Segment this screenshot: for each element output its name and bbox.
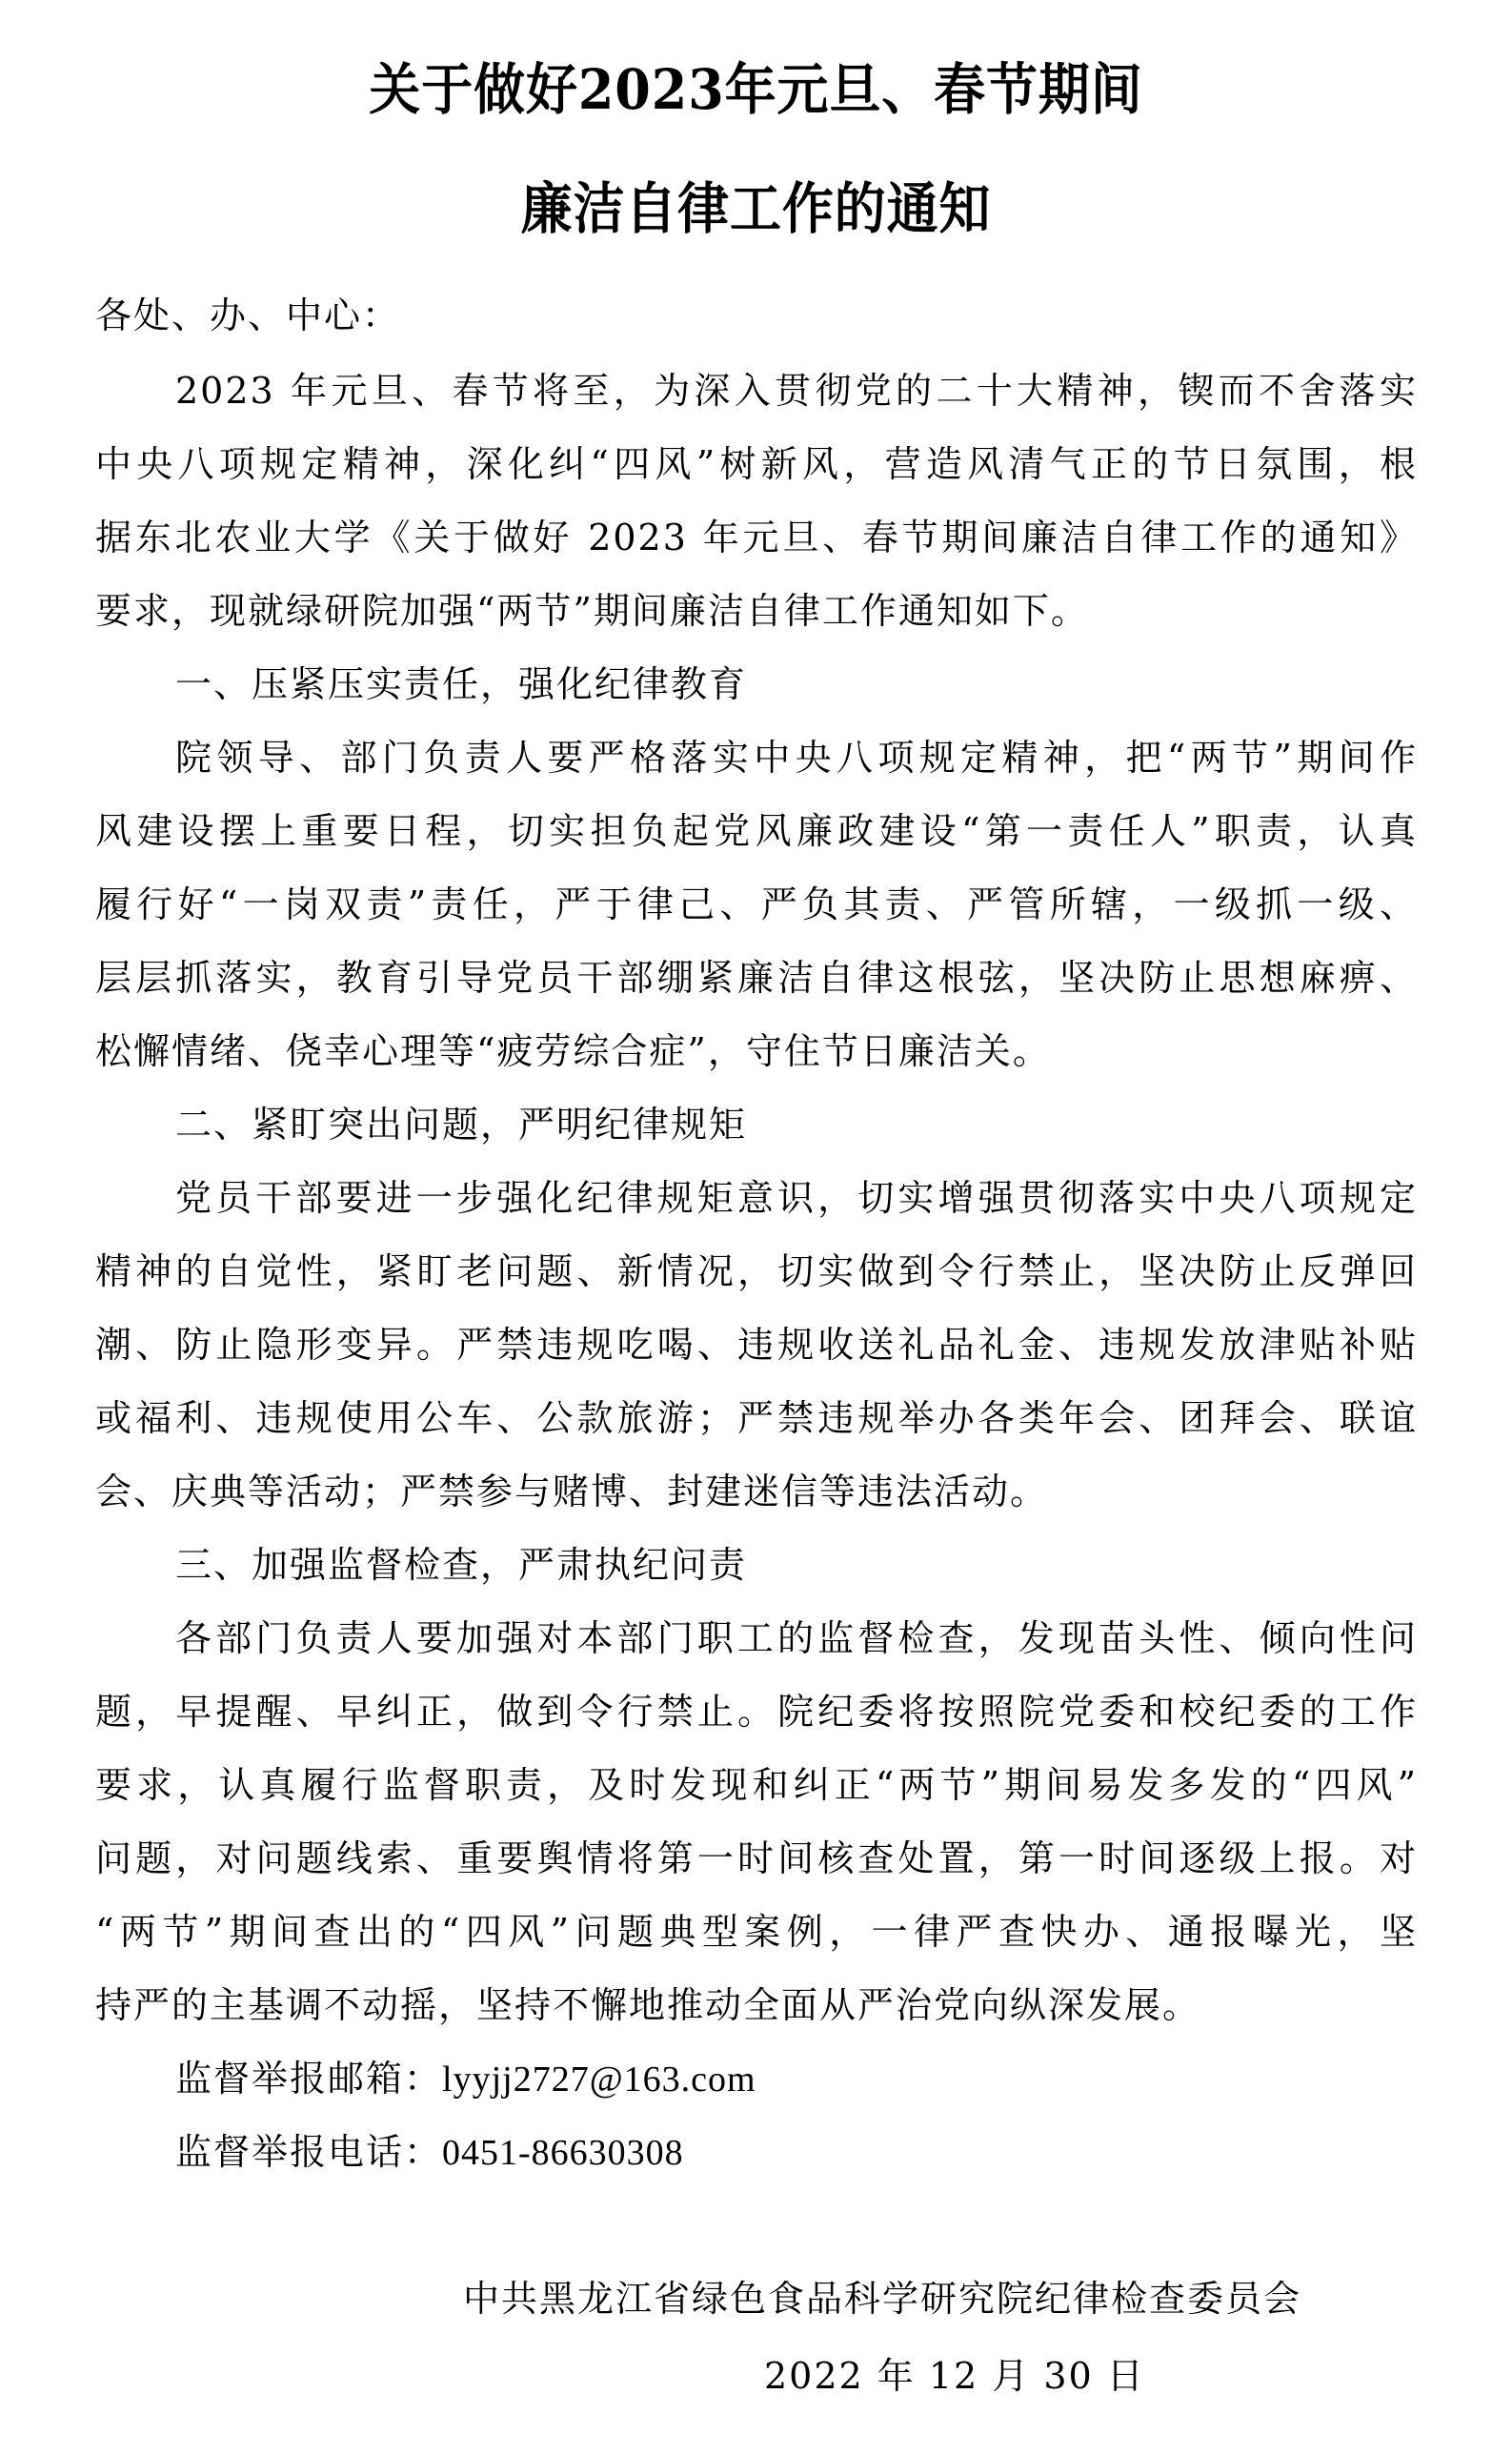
section-3-line: 题，早提醒、早纠正，做到令行禁止。院纪委将按照院党委和校纪委的工作: [95, 1691, 1418, 1733]
report-email-link[interactable]: lyyjj2727@163.com: [442, 2059, 756, 2100]
intro-line: 要求，现就绿研院加强“两节”期间廉洁自律工作通知如下。: [95, 590, 1089, 632]
section-3-line: 持严的主基调不动摇，坚持不懈地推动全面从严治党向纵深发展。: [95, 1984, 1201, 2026]
report-email-row: [175, 2050, 1418, 2107]
intro-line: 2023 年元旦、春节将至，为深入贯彻党的二十大精神，锲而不舍落实: [175, 370, 1418, 412]
title-line-2: 廉洁自律工作的通知: [520, 176, 992, 241]
section-3-line: 要求，认真履行监督职责，及时发现和纠正“两节”期间易发多发的“四风”: [95, 1764, 1418, 1806]
section-heading-1: 一、压紧压实责任，强化纪律教育: [175, 663, 748, 705]
intro-line: 据东北农业大学《关于做好 2023 年元旦、春节期间廉洁自律工作的通知》: [95, 517, 1418, 558]
section-1-line: 松懈情绪、侥幸心理等“疲劳综合症”，守住节日廉洁关。: [95, 1030, 1051, 1072]
section-1-line: 层层抓落实，教育引导党员干部绷紧廉洁自律这根弦，坚决防止思想麻痹、: [95, 957, 1418, 999]
signature-organization: 中共黑龙江省绿色食品科学研究院纪律检查委员会: [463, 2278, 1302, 2320]
section-heading-3: 三、加强监督检查，严肃执纪问责: [175, 1544, 748, 1586]
report-phone-number: 0451-86630308: [442, 2133, 684, 2173]
section-3-line: “两节”期间查出的“四风”问题典型案例，一律严查快办、通报曝光，坚: [95, 1911, 1418, 1953]
section-1-line: 院领导、部门负责人要严格落实中央八项规定精神，把“两节”期间作: [175, 737, 1418, 779]
section-1-line: 履行好“一岗双责”责任，严于律己、严负其责、严管所辖，一级抓一级、: [95, 883, 1418, 925]
report-email-label: 监督举报邮箱：: [175, 2058, 443, 2100]
section-2-line: 潮、防止隐形变异。严禁违规吃喝、违规收送礼品礼金、违规发放津贴补贴: [95, 1324, 1418, 1366]
section-2-line: 党员干部要进一步强化纪律规矩意识，切实增强贯彻落实中央八项规定: [175, 1177, 1418, 1219]
report-phone-label: 监督举报电话：: [175, 2131, 443, 2173]
intro-line: 中央八项规定精神，深化纠“四风”树新风，营造风清气正的节日氛围，根: [95, 443, 1418, 485]
section-heading-2: 二、紧盯突出问题，严明纪律规矩: [175, 1104, 748, 1146]
title-line-1: 关于做好2023年元旦、春节期间: [369, 57, 1143, 122]
section-1-line: 风建设摆上重要日程，切实担负起党风廉政建设“第一责任人”职责，认真: [95, 810, 1418, 852]
section-3-line: 问题，对问题线索、重要舆情将第一时间核查处置，第一时间逐级上报。对: [95, 1837, 1418, 1879]
section-2-line: 精神的自觉性，紧盯老问题、新情况，切实做到令行禁止，坚决防止反弹回: [95, 1250, 1418, 1292]
section-3-line: 各部门负责人要加强对本部门职工的监督检查，发现苗头性、倾向性问: [175, 1617, 1418, 1659]
report-phone-row: [175, 2123, 1418, 2181]
salutation: 各处、办、中心：: [95, 294, 401, 336]
section-2-line: 或福利、违规使用公车、公款旅游；严禁违规举办各类年会、团拜会、联谊: [95, 1397, 1418, 1439]
signature-date: 2022 年 12 月 30 日: [764, 2355, 1145, 2397]
section-2-line: 会、庆典等活动；严禁参与赌博、封建迷信等违法活动。: [95, 1471, 1049, 1512]
